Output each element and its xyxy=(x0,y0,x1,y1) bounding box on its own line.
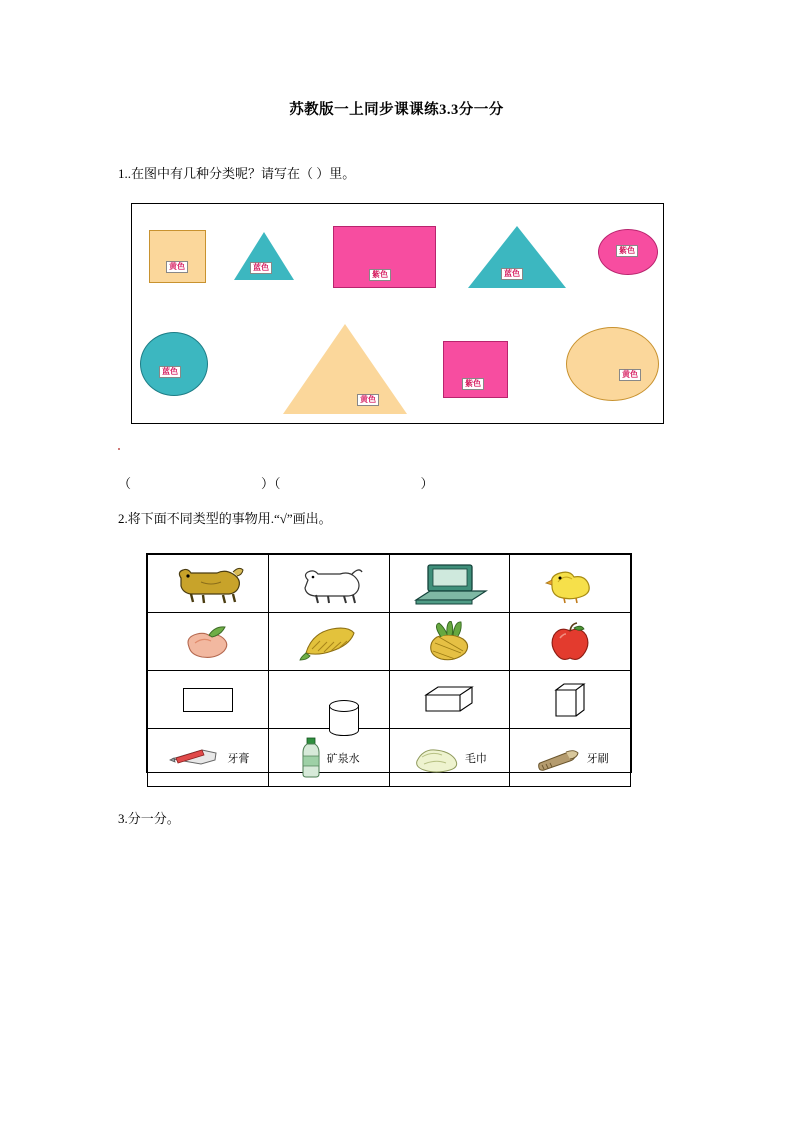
towel-icon xyxy=(412,743,462,773)
cell-caption: 牙刷 xyxy=(586,752,609,765)
toothpaste-icon xyxy=(166,745,224,771)
water-bottle-icon xyxy=(298,736,324,780)
cell-caption: 牙膏 xyxy=(227,752,250,765)
shape-square-yellow-1 xyxy=(149,230,206,283)
cell-pineapple xyxy=(389,613,510,671)
cube-shape-icon xyxy=(422,683,476,717)
question-3-text: 3.分一分。 xyxy=(118,811,180,826)
shape-triangle-yellow-label-wrap xyxy=(283,324,407,414)
shape-square-pink-1 xyxy=(333,226,436,288)
shapes-classification-box xyxy=(131,203,664,424)
shape-label: 蓝色 xyxy=(501,268,523,280)
shape-triangle-blue-1-label-wrap xyxy=(234,232,294,280)
shape-label: 紫色 xyxy=(462,378,484,390)
cell-cylinder-shape xyxy=(268,671,389,729)
shape-label: 黄色 xyxy=(166,261,188,273)
stray-dot xyxy=(118,448,120,450)
corn-icon xyxy=(298,623,360,661)
cell-goat xyxy=(268,555,389,613)
cell-corn xyxy=(268,613,389,671)
shape-label: 黄色 xyxy=(357,394,379,406)
question-2-text: 2.将下面不同类型的事物用.“√”画出。 xyxy=(118,511,332,526)
shape-label: 蓝色 xyxy=(250,262,272,274)
cell-apple xyxy=(510,613,631,671)
blank-open-1: （ xyxy=(118,476,132,491)
blank-close: ） xyxy=(420,476,434,491)
toothbrush-icon xyxy=(532,745,584,771)
cell-towel xyxy=(389,729,510,787)
page-title: 苏教版一上同步课课练3.3分一分 xyxy=(289,102,504,118)
computer-icon xyxy=(410,562,488,606)
cell-rectangle-shape xyxy=(148,671,269,729)
answer-blanks xyxy=(118,473,434,492)
shape-label: 黄色 xyxy=(619,369,641,381)
cow-icon xyxy=(171,564,245,604)
cell-chick xyxy=(510,555,631,613)
cell-caption: 矿泉水 xyxy=(326,752,360,765)
shape-label: 蓝色 xyxy=(159,366,181,378)
pineapple-icon xyxy=(419,621,479,663)
cell-caption: 毛巾 xyxy=(464,752,487,765)
goat-icon xyxy=(294,564,364,604)
shape-label: 紫色 xyxy=(616,245,638,257)
shape-label: 紫色 xyxy=(369,269,391,281)
table-row xyxy=(148,613,631,671)
shape-ellipse-blue xyxy=(140,332,208,396)
cell-cow xyxy=(148,555,269,613)
apple-icon xyxy=(548,622,592,662)
blank-mid: ）（ xyxy=(261,476,281,491)
cell-computer xyxy=(389,555,510,613)
shape-triangle-blue-2-label-wrap xyxy=(468,226,566,288)
shape-square-pink-2 xyxy=(443,341,508,398)
cell-water-bottle xyxy=(268,729,389,787)
question-1-text: 1..在图中有几种分类呢？请写在（ ）里。 xyxy=(118,166,356,181)
cell-toothbrush xyxy=(510,729,631,787)
shape-ellipse-yellow xyxy=(566,327,659,401)
rectangle-shape-icon xyxy=(183,688,233,712)
cuboid-shape-icon xyxy=(552,680,588,720)
cell-cube-shape xyxy=(389,671,510,729)
table-row xyxy=(148,729,631,787)
shape-ellipse-pink xyxy=(598,229,658,275)
chick-icon xyxy=(544,564,596,604)
table-row xyxy=(148,671,631,729)
peach-icon xyxy=(179,623,237,661)
cell-cuboid-shape xyxy=(510,671,631,729)
objects-grid xyxy=(146,553,632,773)
table-row xyxy=(148,555,631,613)
cell-peach xyxy=(148,613,269,671)
cell-toothpaste xyxy=(148,729,269,787)
